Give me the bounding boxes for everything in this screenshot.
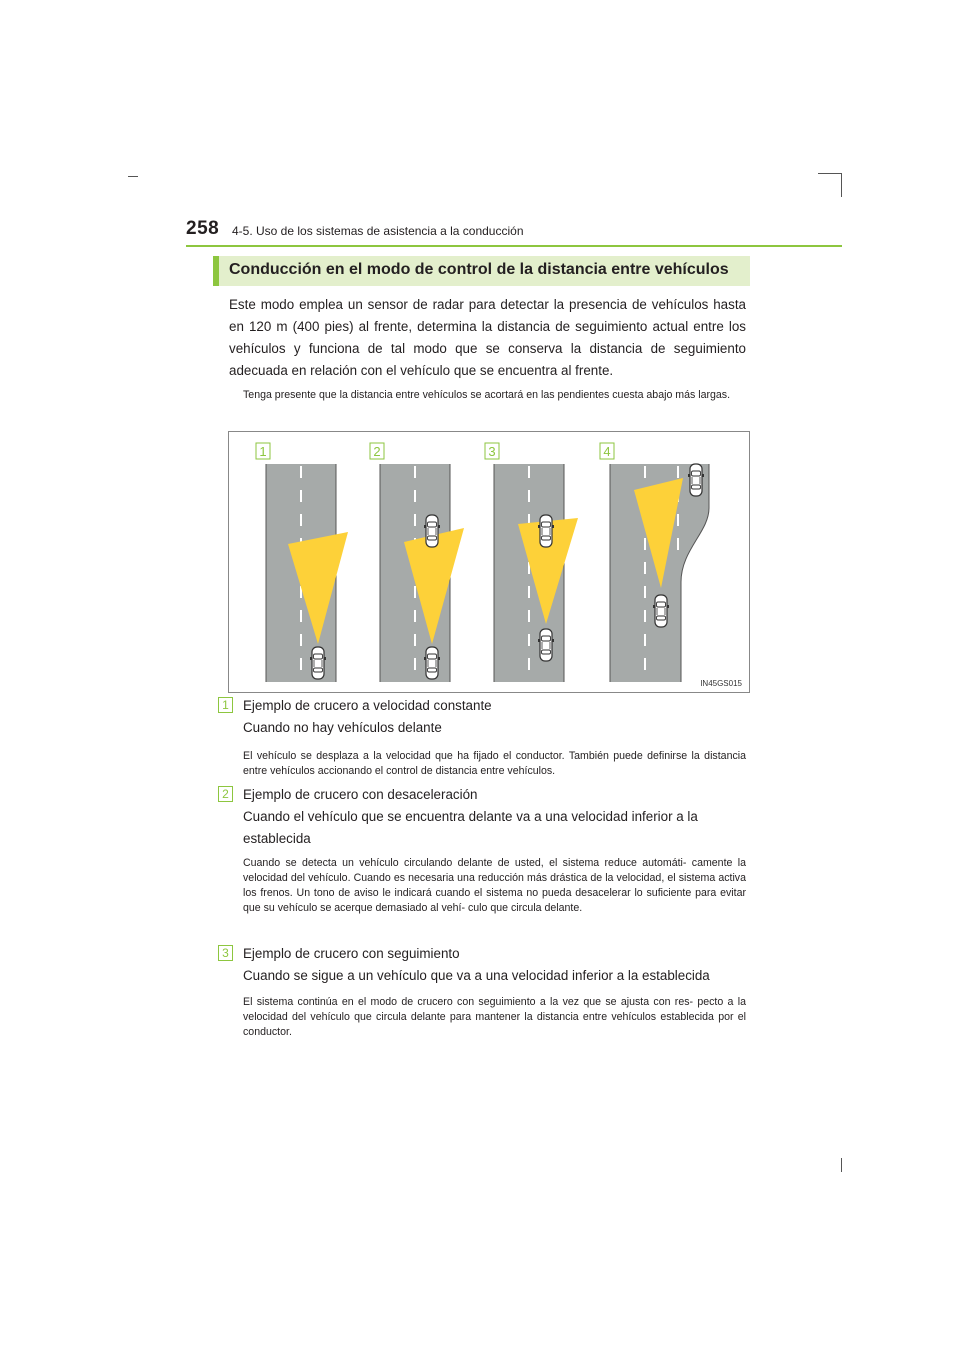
item-number-3: 3 [218, 945, 233, 961]
item-2-detail: Cuando se detecta un vehículo circulando delante de usted, el sistema reduce automáti- camente la velocidad del vehículo. Cuando es necesaria una reducción más drástica de la velocidad, el sistema activa los frenos. Un tono de aviso le indicará cuando el sistema no pueda desacelerar lo suficiente para evitar que su vehículo se acerque demasiado al vehí- culo que circula delante. [243, 857, 746, 914]
figure-code: IN45GS015 [700, 679, 742, 688]
item-3-detail: El sistema continúa en el modo de crucero con seguimiento a la vez que se ajusta con res- pecto a la velocidad del vehículo que circula delante para mantener la distancia entre vehículos establecida por el conductor. [243, 996, 746, 1038]
figure-label-3 [485, 443, 499, 459]
crop-mark-top-right-h [818, 173, 842, 174]
item-1-title: Ejemplo de crucero a velocidad constante [243, 698, 492, 713]
radar-cruise-illustration [229, 432, 749, 692]
item-3-title: Ejemplo de crucero con seguimiento [243, 946, 460, 961]
crop-mark-top-left [128, 176, 138, 177]
item-number-1: 1 [218, 697, 233, 713]
intro-paragraph: Este modo emplea un sensor de radar para detectar la presencia de vehículos hasta en 120 m (400 pies) al frente, determina la distancia de seguimiento actual entre los vehículos y funciona de tal modo que se conserva la distancia de seguimiento adecuada en relación con el vehículo que se encuentra al frente. [229, 297, 746, 378]
road-scene-2 [380, 464, 464, 682]
road-scene-3 [494, 464, 578, 682]
figure-label-4 [600, 443, 614, 459]
figure-label-1 [256, 443, 270, 459]
section-title: 4-5. Uso de los sistemas de asistencia a la conducción [232, 224, 524, 238]
svg-text:3: 3 [488, 444, 496, 459]
svg-text:4: 4 [603, 444, 611, 459]
road-scene-1 [266, 464, 348, 682]
item-1-subtitle: Cuando no hay vehículos delante [243, 720, 442, 735]
heading-title: Conducción en el modo de control de la distancia entre vehículos [229, 261, 729, 278]
figure-label-2 [370, 443, 384, 459]
item-number-2: 2 [218, 786, 233, 802]
item-3-subtitle: Cuando se sigue a un vehículo que va a una velocidad inferior a la establecida [243, 968, 710, 983]
radar-cruise-figure [228, 431, 750, 693]
crop-mark-top-right-v [841, 173, 842, 197]
item-2-subtitle: Cuando el vehículo que se encuentra delante va a una velocidad inferior a la establecida [243, 809, 698, 846]
road-scene-4 [610, 464, 709, 682]
item-2-title: Ejemplo de crucero con desaceleración [243, 787, 478, 802]
svg-text:1: 1 [259, 444, 267, 459]
note-paragraph: Tenga presente que la distancia entre vehículos se acortará en las pendientes cuesta abajo más largas. [243, 389, 731, 401]
item-1-detail: El vehículo se desplaza a la velocidad que ha fijado el conductor. También puede definirse la distancia entre vehículos accionando el control de distancia entre vehículos. [243, 750, 746, 777]
crop-mark-bottom-right [841, 1158, 842, 1172]
page-number: 258 [186, 218, 220, 239]
heading-bar [213, 256, 750, 286]
svg-text:2: 2 [373, 444, 381, 459]
header-rule [186, 245, 842, 247]
